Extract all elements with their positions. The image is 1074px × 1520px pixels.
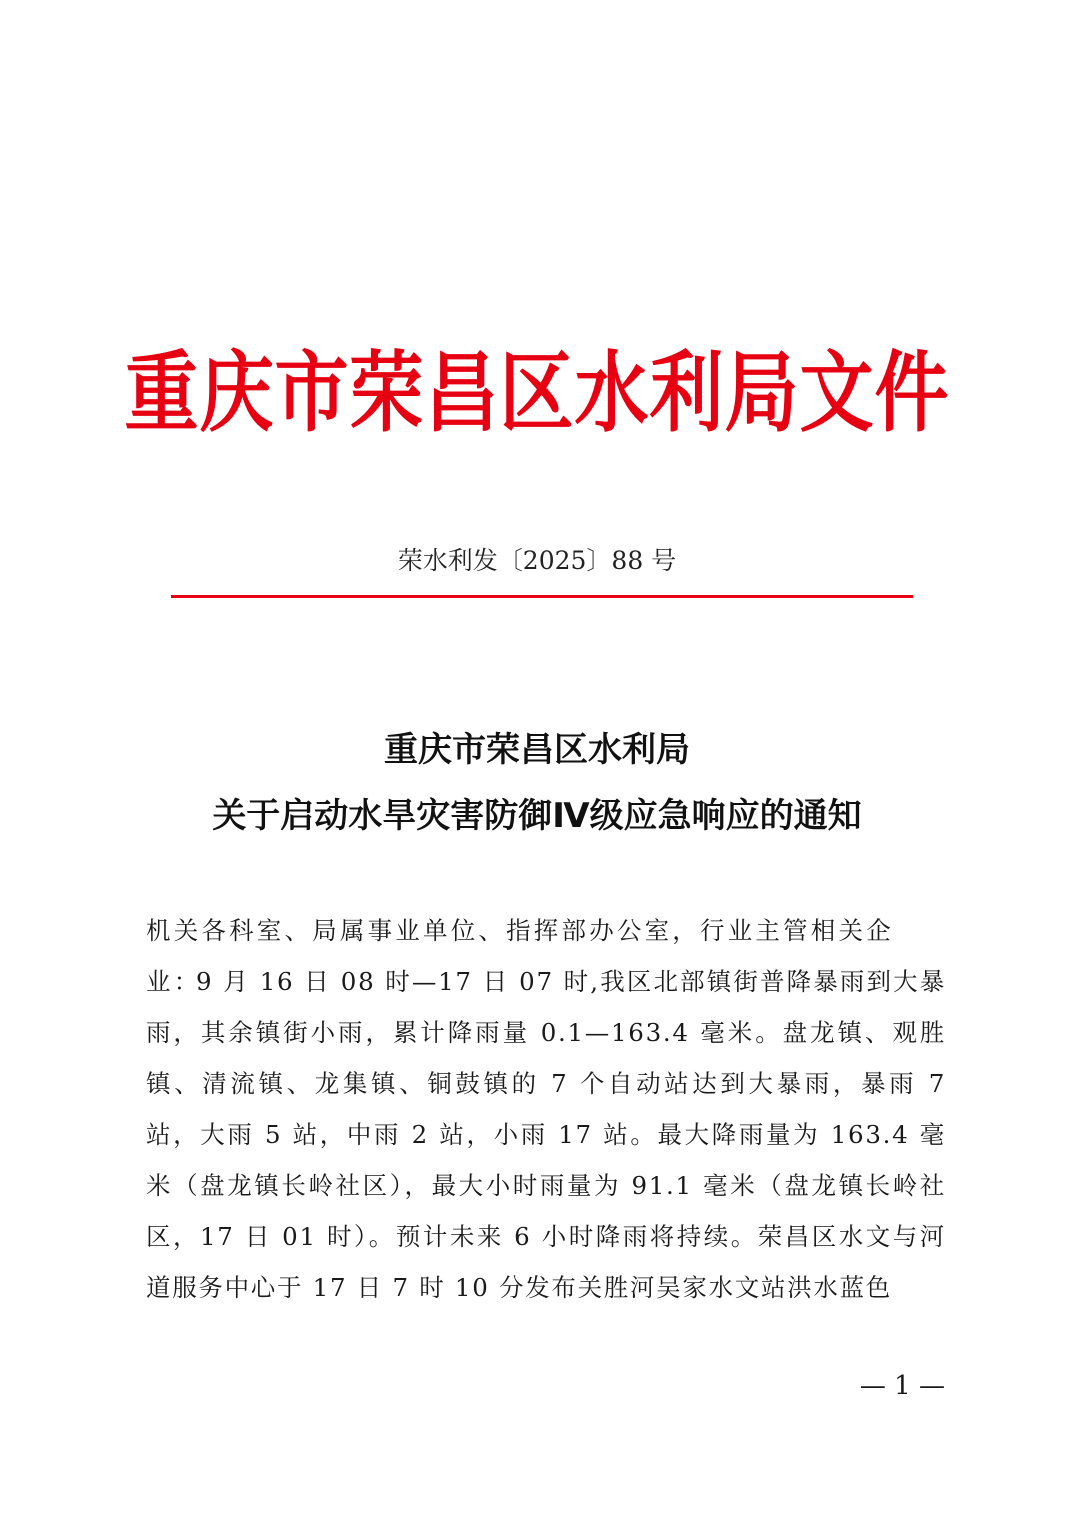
page-number: — 1 — (859, 1371, 945, 1401)
red-divider-line (171, 595, 913, 598)
body-paragraph: 9 月 16 日 08 时—17 日 07 时,我区北部镇街普降暴雨到大暴雨，其余镇街小雨，累计降雨量 0.1—163.4 毫米。盘龙镇、观胜镇、清流镇、龙集镇、铜鼓镇的 7 个自动站达到大暴雨，暴雨 7 站，大雨 5 站，中雨 2 站，小雨 17 站。最大降雨量为 163.4 毫米（盘龙镇长岭社区），最大小时雨量为 91.1 毫米（盘龙镇长岭社区，17 日 01 时）。预计未来 6 小时降雨将持续。荣昌区水文与河道服务中心于 17 日 7 时 10 分发布关胜河吴家水文站洪水蓝色 (146, 967, 946, 1302)
notice-title-line-2: 关于启动水旱灾害防御Ⅳ级应急响应的通知 (212, 796, 862, 836)
notice-title-line-1: 重庆市荣昌区水利局 (384, 730, 690, 770)
masthead-title: 重庆市荣昌区水利局文件 (124, 342, 950, 445)
document-number: 荣水利发〔2025〕88 号 (397, 546, 677, 575)
salutation: 机关各科室、局属事业单位、指挥部办公室，行业主管相关企业： (146, 916, 894, 996)
